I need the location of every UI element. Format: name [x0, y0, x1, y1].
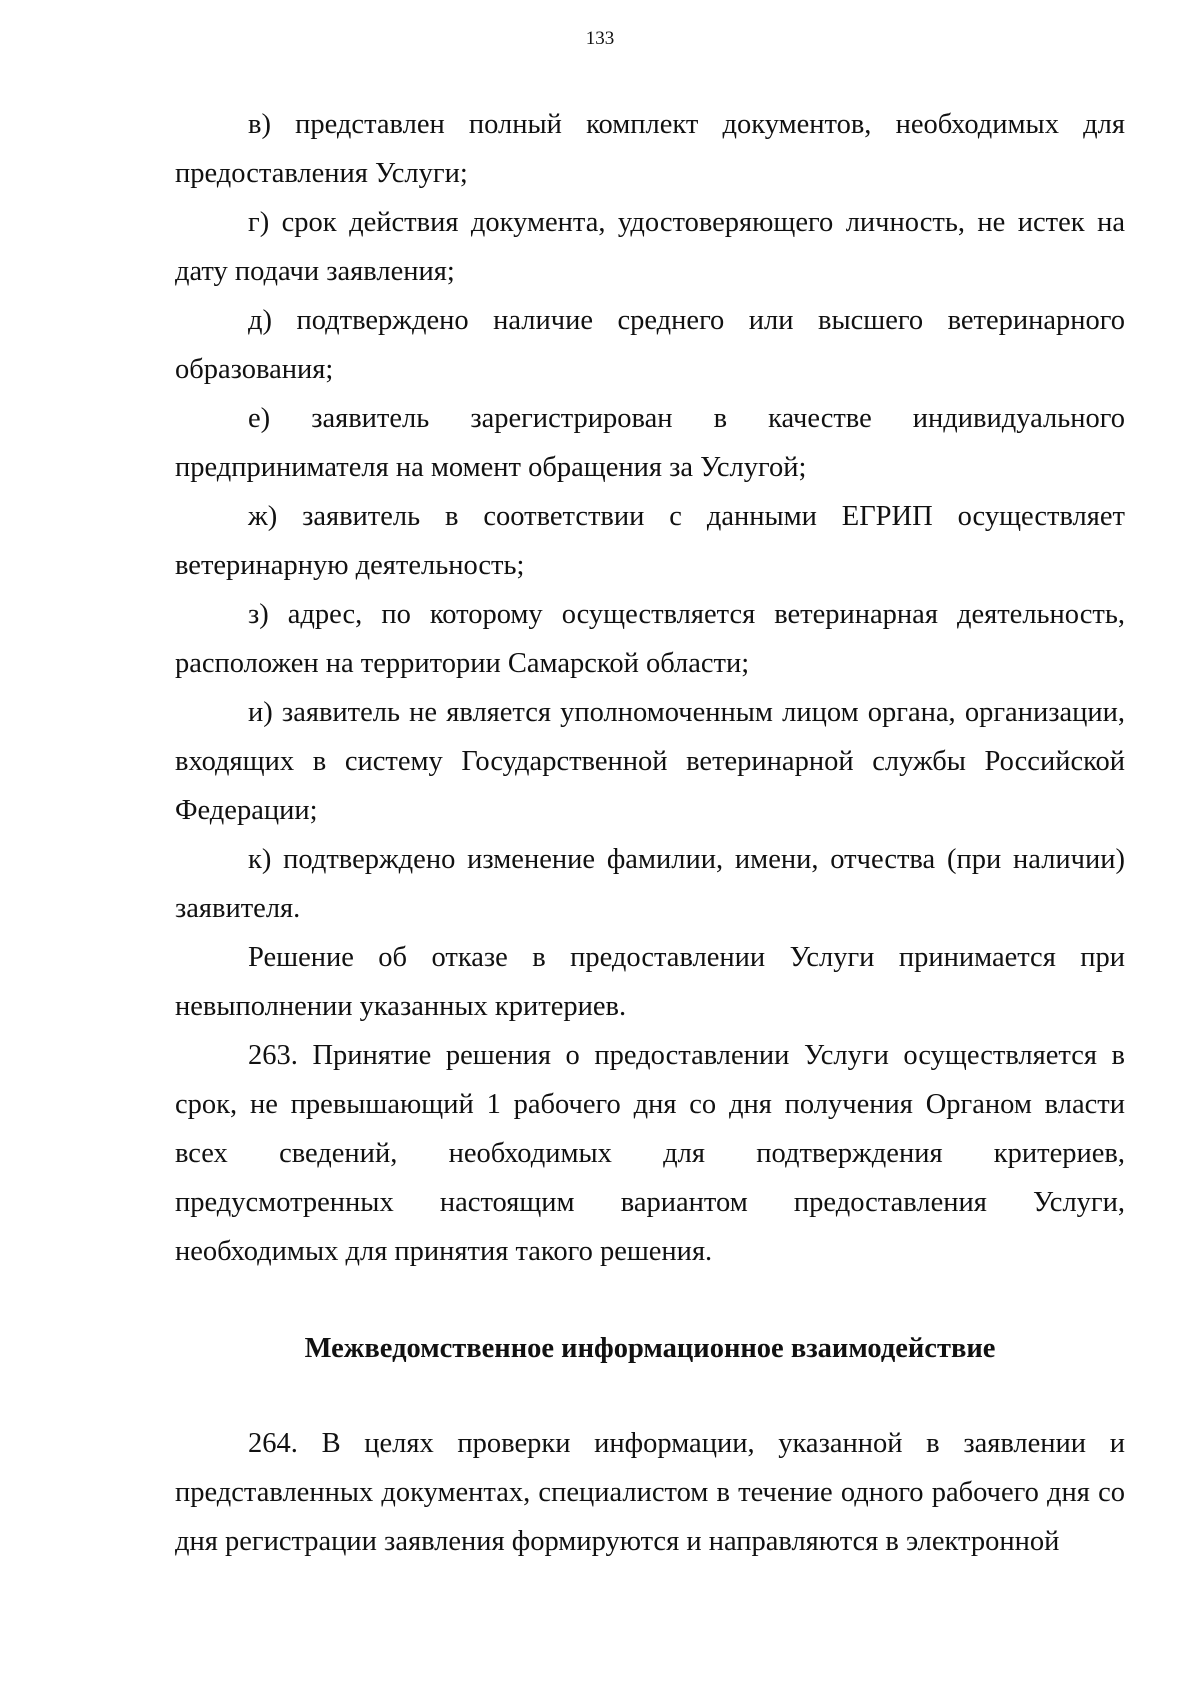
paragraph-263: 263. Принятие решения о предоставлении Услуги осуществляется в срок, не превышающий 1 рабочего дня со дня получения Органом власти всех сведений, необходимых для подтверждения критериев, предусмотренных настоящим вариантом предоставления Услуги, необходимых для принятия такого решения. [175, 1040, 1125, 1267]
section-heading: Межведомственное информационное взаимодействие [304, 1333, 996, 1364]
paragraph-k: к) подтверждено изменение фамилии, имени, отчества (при наличии) заявителя. [175, 844, 1125, 924]
paragraph-g: г) срок действия документа, удостоверяющего личность, не истек на дату подачи заявления; [175, 207, 1125, 287]
paragraph-d: д) подтверждено наличие среднего или высшего ветеринарного образования; [175, 305, 1125, 385]
paragraph-z: з) адрес, по которому осуществляется ветеринарная деятельность, расположен на территории Самарской области; [175, 599, 1125, 679]
page-number: 133 [585, 28, 615, 49]
paragraph-zh: ж) заявитель в соответствии с данными ЕГРИП осуществляет ветеринарную деятельность; [175, 501, 1125, 581]
paragraph-e: е) заявитель зарегистрирован в качестве индивидуального предпринимателя на момент обращения за Услугой; [175, 403, 1125, 483]
paragraph-v: в) представлен полный комплект документов, необходимых для предоставления Услуги; [175, 109, 1125, 189]
paragraph-refusal-decision: Решение об отказе в предоставлении Услуги принимается при невыполнении указанных критериев. [175, 942, 1125, 1022]
document-body [175, 100, 1125, 1566]
paragraph-264: 264. В целях проверки информации, указанной в заявлении и представленных документах, специалистом в течение одного рабочего дня со дня регистрации заявления формируются и направляются в электронной [175, 1428, 1125, 1557]
paragraph-i: и) заявитель не является уполномоченным лицом органа, организации, входящих в систему Государственной ветеринарной службы Российской Федерации; [175, 697, 1125, 826]
